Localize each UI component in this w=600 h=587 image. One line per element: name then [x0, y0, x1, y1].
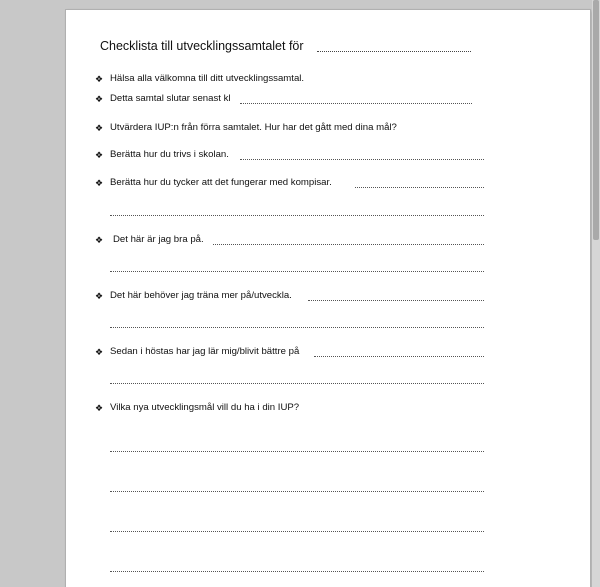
wellbeing-fill-line [240, 159, 484, 160]
friends-fill-line [355, 187, 484, 188]
end-time-fill-line [240, 103, 472, 104]
bullet-icon: ❖ [95, 291, 104, 301]
checklist-item-progress: Sedan i höstas har jag lär mig/blivit bättre på [110, 346, 300, 357]
bullet-icon: ❖ [95, 150, 104, 160]
checklist-item-strengths: Det här är jag bra på. [113, 234, 204, 245]
new-goals-fill-line-3 [110, 531, 484, 532]
checklist-item-friends: Berätta hur du tycker att det fungerar med kompisar. [110, 177, 332, 188]
checklist-item-greeting: Hälsa alla välkomna till ditt utvecklingssamtal. [110, 73, 305, 84]
bullet-icon: ❖ [95, 123, 104, 133]
page-title: Checklista till utvecklingssamtalet för [100, 39, 304, 53]
checklist-item-evaluate-iup: Utvärdera IUP:n från förra samtalet. Hur har det gått med dina mål? [110, 122, 397, 133]
bullet-icon: ❖ [95, 74, 104, 84]
bullet-icon: ❖ [95, 403, 104, 413]
progress-fill-line [314, 356, 484, 357]
bullet-icon: ❖ [95, 347, 104, 357]
new-goals-fill-line-2 [110, 491, 484, 492]
checklist-item-end-time: Detta samtal slutar senast kl [110, 93, 231, 104]
title-fill-line [317, 51, 471, 52]
strengths-fill-line-2 [110, 271, 484, 272]
checklist-item-improve: Det här behöver jag träna mer på/utveckla. [110, 290, 292, 301]
scrollbar-thumb[interactable] [593, 0, 599, 240]
document-page [66, 10, 590, 587]
checklist-item-wellbeing: Berätta hur du trivs i skolan. [110, 149, 229, 160]
strengths-fill-line [213, 244, 484, 245]
progress-fill-line-2 [110, 383, 484, 384]
bullet-icon: ❖ [95, 94, 104, 104]
vertical-scrollbar[interactable] [592, 0, 600, 587]
bullet-icon: ❖ [95, 235, 104, 245]
checklist-item-new-goals: Vilka nya utvecklingsmål vill du ha i din IUP? [110, 402, 300, 413]
improve-fill-line [308, 300, 484, 301]
new-goals-fill-line-1 [110, 451, 484, 452]
friends-fill-line-2 [110, 215, 484, 216]
improve-fill-line-2 [110, 327, 484, 328]
new-goals-fill-line-4 [110, 571, 484, 572]
bullet-icon: ❖ [95, 178, 104, 188]
